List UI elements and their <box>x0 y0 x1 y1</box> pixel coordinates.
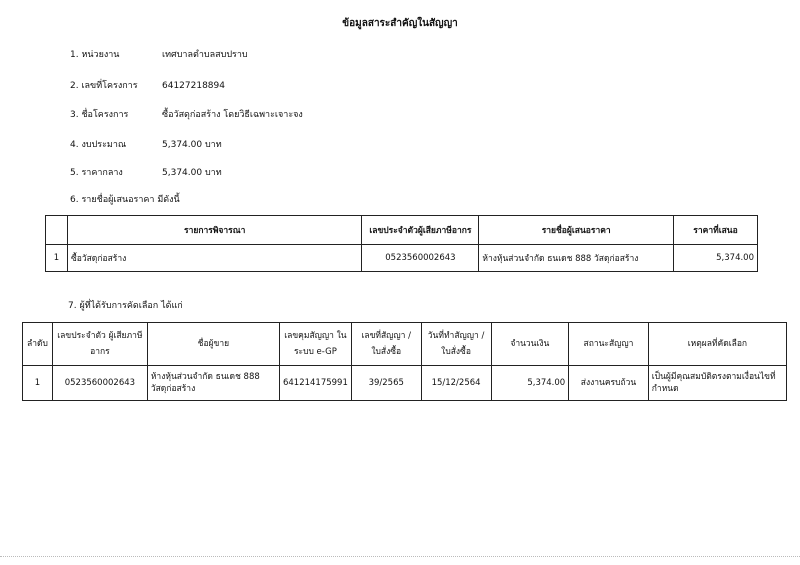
section-bidders-heading: 6. รายชื่อผู้เสนอราคา มีดังนี้ <box>70 195 180 205</box>
table-row <box>23 366 787 401</box>
table-cell: ห้างหุ้นส่วนจำกัด ธนเดช 888 วัสดุก่อสร้าง <box>479 245 674 272</box>
info-label: 4. งบประมาณ <box>70 140 127 150</box>
table-cell: ซื้อวัสดุก่อสร้าง <box>67 245 361 272</box>
table-header-cell: สถานะสัญญา <box>569 323 649 366</box>
table-header-cell: เลขคุมสัญญา ในระบบ e-GP <box>279 323 351 366</box>
table-header-cell: ราคาที่เสนอ <box>674 216 758 245</box>
scan-artifact-line <box>0 556 800 558</box>
document-title: ข้อมูลสาระสำคัญในสัญญา <box>342 18 458 29</box>
table-header-cell: วันที่ทำสัญญา / ใบสั่งซื้อ <box>421 323 491 366</box>
table-cell: ห้างหุ้นส่วนจำกัด ธนเดช 888 วัสดุก่อสร้าง <box>147 366 279 401</box>
table-cell: 5,374.00 <box>491 366 569 401</box>
info-budget <box>70 137 222 151</box>
table-header-cell: เลขประจำตัวผู้เสียภาษีอากร <box>362 216 479 245</box>
table-cell: ส่งงานครบถ้วน <box>569 366 649 401</box>
info-value: 5,374.00 บาท <box>162 168 222 178</box>
info-value: 5,374.00 บาท <box>162 140 222 150</box>
table-cell: 0523560002643 <box>362 245 479 272</box>
table-header-cell <box>46 216 68 245</box>
table-cell: เป็นผู้มีคุณสมบัติตรงตามเงื่อนไขที่กำหนด <box>648 366 786 401</box>
table-header-cell: รายการพิจารณา <box>67 216 361 245</box>
info-label: 3. ชื่อโครงการ <box>70 110 129 120</box>
table-header-row <box>23 323 787 366</box>
table-cell: 641214175991 <box>279 366 351 401</box>
info-agency <box>70 47 248 61</box>
info-label: 1. หน่วยงาน <box>70 50 120 60</box>
table-cell: 5,374.00 <box>674 245 758 272</box>
table-header-cell: ชื่อผู้ขาย <box>147 323 279 366</box>
info-project-number <box>70 78 225 92</box>
table-row <box>46 245 758 272</box>
info-value: 64127218894 <box>162 81 225 91</box>
table-header-cell: เลขประจำตัว ผู้เสียภาษีอากร <box>52 323 147 366</box>
bidders-table <box>45 215 758 272</box>
table-header-cell: ลำดับ <box>23 323 53 366</box>
table-header-cell: เลขที่สัญญา / ใบสั่งซื้อ <box>351 323 421 366</box>
table-header-row <box>46 216 758 245</box>
info-project-name <box>70 107 303 121</box>
info-label: 2. เลขที่โครงการ <box>70 81 138 91</box>
info-label: 5. ราคากลาง <box>70 168 123 178</box>
table-header-cell: เหตุผลที่คัดเลือก <box>648 323 786 366</box>
section-selected-heading: 7. ผู้ที่ได้รับการคัดเลือก ได้แก่ <box>68 301 183 311</box>
info-value: ซื้อวัสดุก่อสร้าง โดยวิธีเฉพาะเจาะจง <box>162 110 303 120</box>
table-cell: 15/12/2564 <box>421 366 491 401</box>
info-median-price <box>70 165 222 179</box>
table-cell: 1 <box>23 366 53 401</box>
table-cell: 39/2565 <box>351 366 421 401</box>
table-header-cell: รายชื่อผู้เสนอราคา <box>479 216 674 245</box>
info-value: เทศบาลตำบลสบปราบ <box>162 50 248 60</box>
table-cell: 0523560002643 <box>52 366 147 401</box>
selected-vendor-table <box>22 322 787 401</box>
table-cell: 1 <box>46 245 68 272</box>
table-header-cell: จำนวนเงิน <box>491 323 569 366</box>
